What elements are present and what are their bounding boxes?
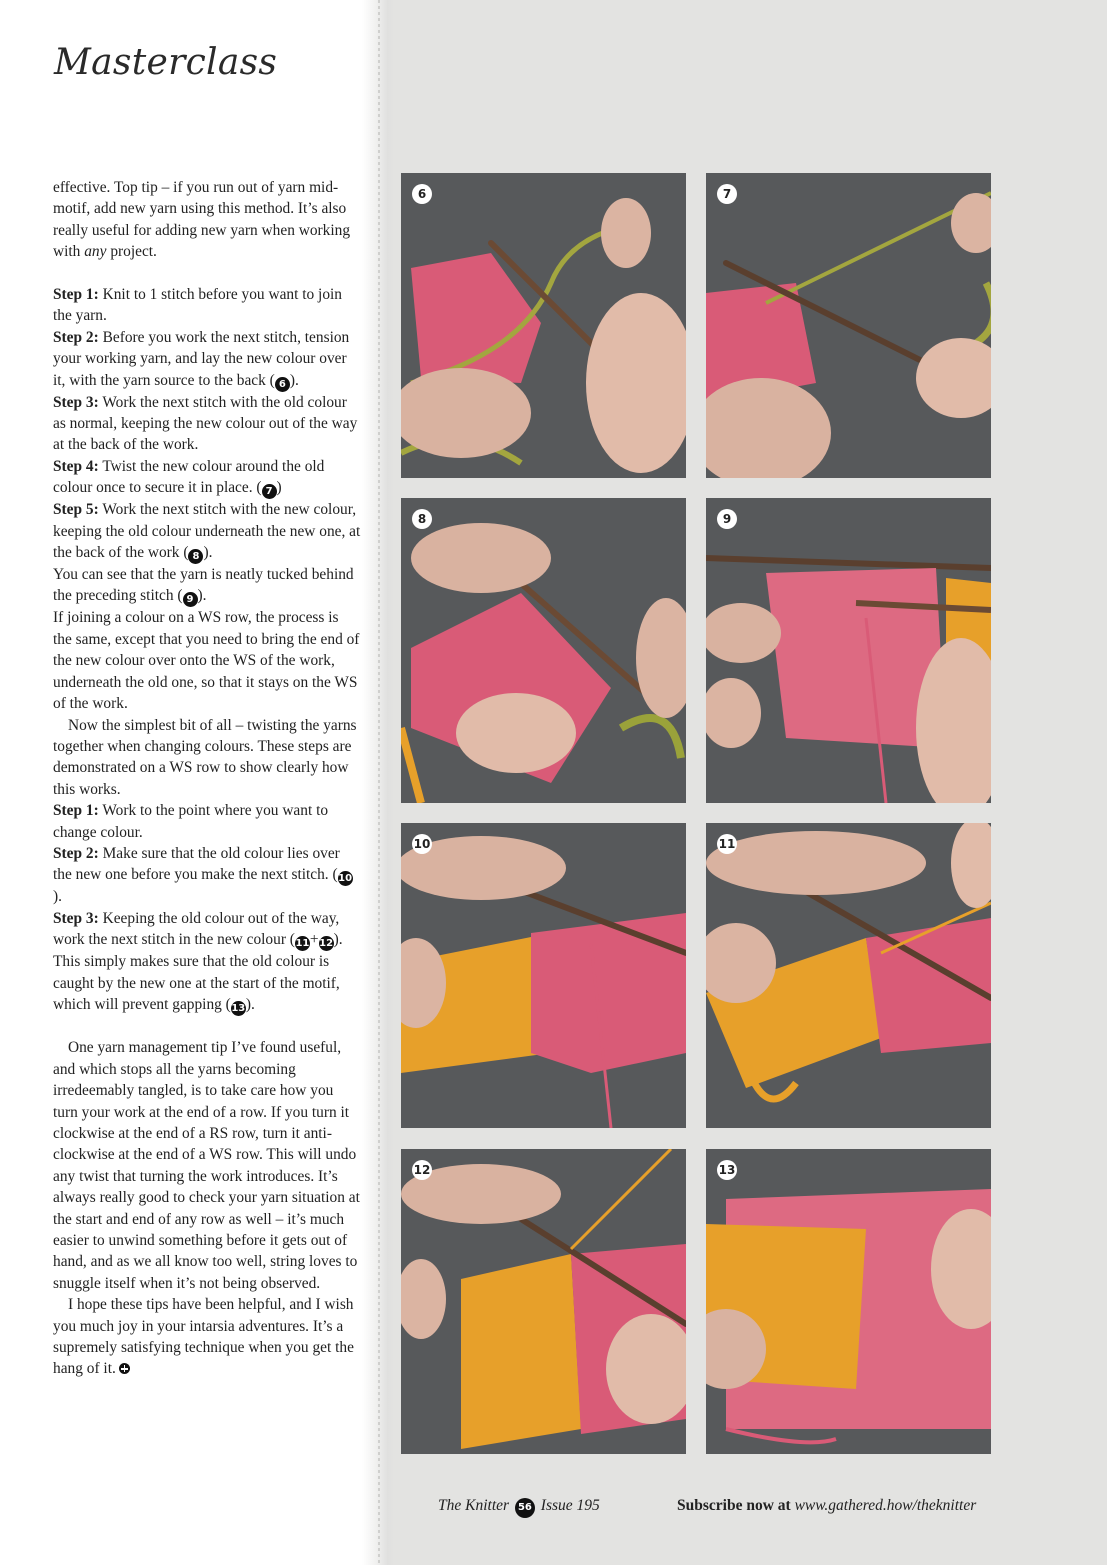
photo-number-badge: 12: [412, 1160, 432, 1180]
photo-number-badge: 13: [717, 1160, 737, 1180]
tucked-paragraph: You can see that the yarn is neatly tucked behind the preceding stitch ( 9 ).: [53, 566, 354, 606]
photo-ref-badge: 6: [275, 377, 290, 392]
magazine-name: The Knitter: [438, 1497, 510, 1514]
page-gutter: [362, 0, 394, 1565]
step-photo-8: [401, 498, 686, 803]
twist-step-1: Step 1: Work to the point where you want to change colour.: [53, 802, 329, 841]
join-step-5: Step 5: Work the next stitch with the new colour, keeping the old colour underneath the new one, at the back of the work ( 8 ).: [53, 501, 361, 563]
intro-paragraph: effective. Top tip – if you run out of yarn mid-motif, add new yarn using this method. It’s also really useful for adding new yarn when working with any project.: [53, 179, 351, 261]
page-number-badge: 56: [515, 1498, 535, 1518]
photo-ref-badge: 10: [338, 873, 353, 885]
twist-intro-paragraph: Now the simplest bit of all – twisting the yarns together when changing colours. These steps are demonstrated on a WS row to show clearly how this works.: [53, 716, 357, 798]
step-photo-11: [706, 823, 991, 1128]
step-photo-13: [706, 1149, 991, 1454]
step-photo-7: [706, 173, 991, 478]
step-photo-12: [401, 1149, 686, 1454]
photo-ref-badge: 13: [231, 1002, 246, 1014]
section-title: Masterclass: [54, 42, 278, 83]
subscribe-url-link[interactable]: www.gathered.how/theknitter: [794, 1497, 977, 1514]
footer-issue-info: [438, 1497, 600, 1518]
photo-number-badge: 11: [717, 834, 737, 854]
photo-ref-badge: 12: [319, 938, 334, 950]
end-of-article-icon: [119, 1363, 130, 1374]
photo-number-badge: 7: [717, 184, 737, 204]
subscribe-prefix: Subscribe now at: [677, 1497, 791, 1514]
step-photo-6: [401, 173, 686, 478]
join-step-2: Step 2: Before you work the next stitch, tension your working yarn, and lay the new colour over it, with the yarn source to the back ( 6 ).: [53, 328, 350, 390]
twist-step-3: Step 3: Keeping the old colour out of the way, work the next stitch in the new colour (11+12).: [53, 909, 343, 950]
ws-paragraph: If joining a colour on a WS row, the process is the same, except that you need to bring the end of the new colour over onto the WS of the work, underneath the old one, so that it stays on the WS of the work.: [53, 609, 360, 713]
photo-ref-badge: 9: [183, 592, 198, 607]
closing-paragraph: I hope these tips have been helpful, and I wish you much joy in your intarsia adventures. It’s a supremely satisfying technique when you get the hang of it.: [53, 1296, 354, 1378]
photo-number-badge: 6: [412, 184, 432, 204]
photo-number-badge: 9: [717, 509, 737, 529]
photo-ref-badge: 11: [295, 938, 310, 950]
join-step-1: Step 1: Knit to 1 stitch before you want to join the yarn.: [53, 286, 342, 325]
gap-paragraph: This simply makes sure that the old colour is caught by the new one at the start of the motif, which will prevent gapping (13).: [53, 953, 340, 1014]
management-tip-paragraph: One yarn management tip I’ve found useful, and which stops all the yarns becoming irredeemably tangled, is to take care how you turn your work at the end of a row. If you turn it clockwise at the end of a RS row, turn it anti-clockwise at the end of a WS row. This will undo any twist that turning the work introduces. It’s always really good to check your yarn situation at the start and end of any row as well – it’s much easier to unwind something before it gets out of hand, and as we all know too well, string loves to snuggle itself when it’s not being observed.: [53, 1039, 360, 1292]
footer-subscribe: [677, 1497, 976, 1515]
twist-step-2: Step 2: Make sure that the old colour lies over the new one before you make the next stitch. (10).: [53, 844, 353, 906]
photo-number-badge: 10: [412, 834, 432, 854]
step-photo-9: [706, 498, 991, 803]
issue-number: Issue 195: [540, 1497, 600, 1514]
photo-ref-badge: 8: [188, 549, 203, 564]
photo-ref-badge: 7: [262, 484, 277, 499]
article-text-column: [53, 177, 361, 1380]
photo-number-badge: 8: [412, 509, 432, 529]
step-photo-10: [401, 823, 686, 1128]
join-step-4: Step 4: Twist the new colour around the old colour once to secure it in place. ( 7 ): [53, 457, 325, 498]
join-step-3: Step 3: Work the next stitch with the old colour as normal, keeping the new colour out of the way at the back of the work.: [53, 393, 358, 454]
